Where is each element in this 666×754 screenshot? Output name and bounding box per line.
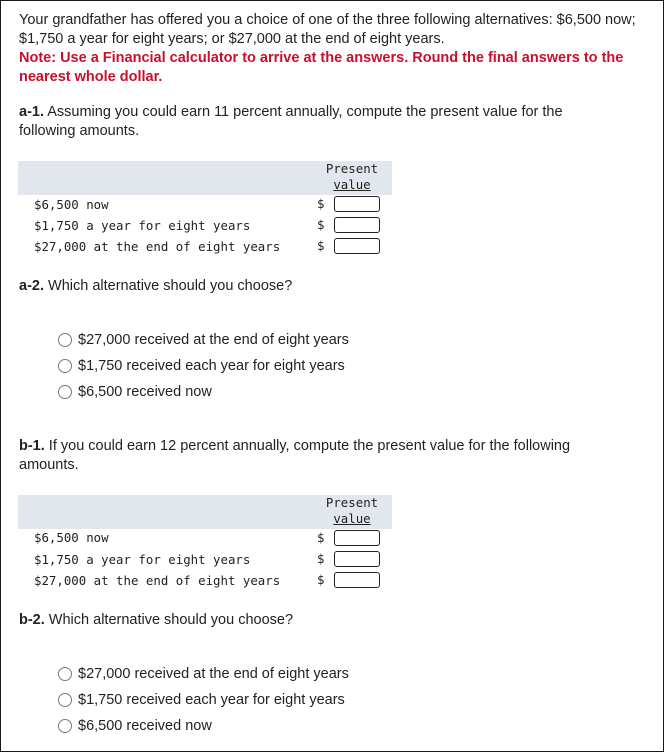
- question-a1: [19, 103, 619, 141]
- a1-row-currency: $: [317, 196, 325, 211]
- question-a2-text: Which alternative should you choose?: [44, 278, 293, 294]
- a1-pv-input-now[interactable]: [334, 196, 380, 212]
- question-b1-label: b-1.: [19, 438, 45, 454]
- a2-option-label: $1,750 received each year for eight years: [78, 358, 345, 374]
- b2-option[interactable]: [58, 690, 345, 710]
- radio-button[interactable]: [58, 719, 72, 733]
- question-b1-text: If you could earn 12 percent annually, compute the present value for the following amounts.: [19, 438, 571, 473]
- a2-option-label: $6,500 received now: [78, 384, 212, 400]
- radio-button[interactable]: [58, 333, 72, 347]
- a1-row-currency: $: [317, 238, 325, 253]
- b1-row-label: $27,000 at the end of eight years: [34, 573, 281, 588]
- radio-button[interactable]: [58, 385, 72, 399]
- b1-row-currency: $: [317, 551, 325, 566]
- a2-option-label: $27,000 received at the end of eight years: [78, 332, 349, 348]
- question-b2-label: b-2.: [19, 612, 45, 628]
- b1-present-value-header: [323, 495, 381, 527]
- a1-header-line2: value: [333, 177, 371, 192]
- a2-option[interactable]: [58, 330, 349, 350]
- question-a1-label: a-1.: [19, 104, 44, 120]
- b2-option[interactable]: [58, 664, 349, 684]
- question-b1: [19, 437, 629, 475]
- a1-row-label: $6,500 now: [34, 197, 109, 212]
- a2-option[interactable]: [58, 356, 345, 376]
- a2-option[interactable]: [58, 382, 212, 402]
- radio-button[interactable]: [58, 693, 72, 707]
- question-a2: [19, 277, 292, 296]
- b1-row-label: $1,750 a year for eight years: [34, 552, 251, 567]
- a1-present-value-header: [323, 161, 381, 193]
- question-b2-text: Which alternative should you choose?: [44, 612, 294, 628]
- b2-option-label: $27,000 received at the end of eight years: [78, 666, 349, 682]
- problem-text: Your grandfather has offered you a choice of one of the three following alternatives: $6,500 now; $1,750 a year for eight years; or $27,000 at the end of eight years.: [19, 12, 636, 47]
- question-b2: [19, 611, 293, 630]
- a1-pv-input-lump[interactable]: [334, 238, 380, 254]
- b2-option[interactable]: [58, 716, 212, 736]
- b1-header-line1: Present: [325, 495, 379, 510]
- b1-row-currency: $: [317, 530, 325, 545]
- a1-header-line1: Present: [325, 161, 379, 176]
- a1-row-label: $27,000 at the end of eight years: [34, 239, 281, 254]
- calculator-note: Note: Use a Financial calculator to arrive at the answers. Round the final answers to the nearest whole dollar.: [19, 50, 624, 85]
- b1-pv-input-now[interactable]: [334, 530, 380, 546]
- b1-header-line2: value: [333, 511, 371, 526]
- b1-row-label: $6,500 now: [34, 530, 109, 545]
- b2-option-label: $6,500 received now: [78, 718, 212, 734]
- problem-statement: [19, 11, 649, 87]
- a1-row-label: $1,750 a year for eight years: [34, 218, 251, 233]
- question-a2-label: a-2.: [19, 278, 44, 294]
- radio-button[interactable]: [58, 667, 72, 681]
- question-a1-text: Assuming you could earn 11 percent annually, compute the present value for the following amounts.: [19, 104, 563, 139]
- radio-button[interactable]: [58, 359, 72, 373]
- b1-pv-input-annuity[interactable]: [334, 551, 380, 567]
- b1-row-currency: $: [317, 572, 325, 587]
- a1-pv-input-annuity[interactable]: [334, 217, 380, 233]
- b2-option-label: $1,750 received each year for eight years: [78, 692, 345, 708]
- a1-row-currency: $: [317, 217, 325, 232]
- b1-pv-input-lump[interactable]: [334, 572, 380, 588]
